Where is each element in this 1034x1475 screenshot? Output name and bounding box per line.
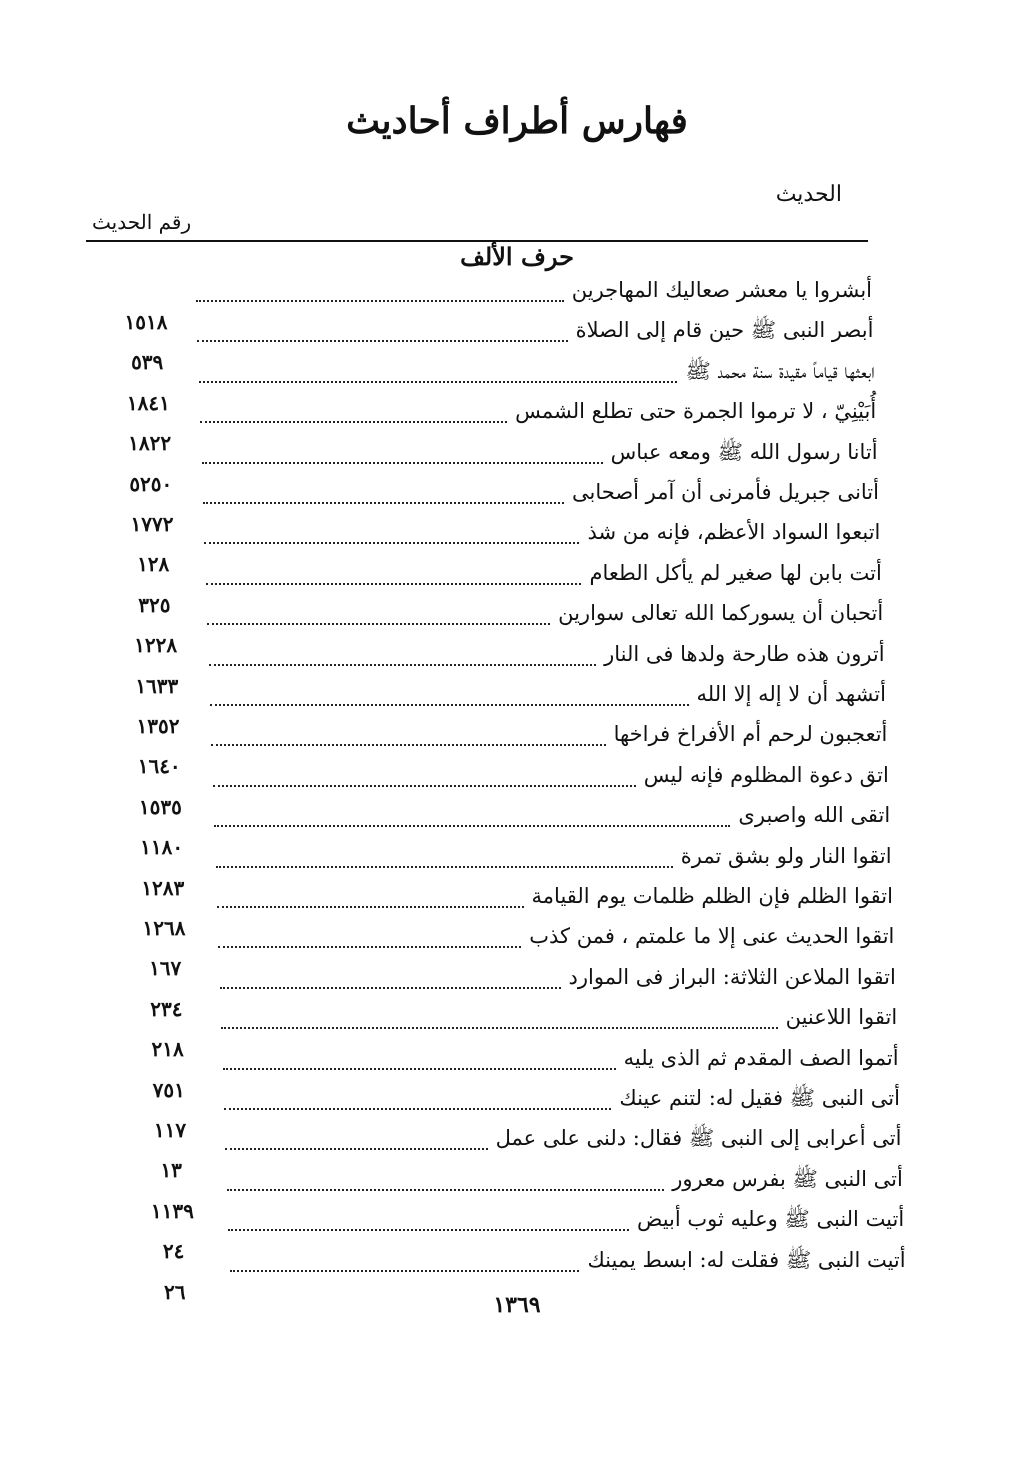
dot-leader [225, 1148, 487, 1150]
entry-text: اتقوا النار ولو بشق تمرة [680, 843, 892, 868]
dot-leader [211, 744, 605, 746]
dot-leader [220, 987, 561, 989]
entry-number: ٢٦ [164, 1279, 186, 1304]
entry-number: ١٥٣٥ [138, 794, 182, 819]
dot-leader [197, 340, 567, 342]
dot-leader [202, 462, 603, 464]
entry-text: اتبعوا السواد الأعظم، فإنه من شذ [587, 520, 881, 545]
dot-leader [228, 1229, 629, 1231]
dot-leader [213, 785, 636, 787]
entry-text: أتيت النبى ﷺ وعليه ثوب أبيض [636, 1207, 905, 1232]
entry-text: أتحبان أن يسوركما الله تعالى سوارين [558, 601, 884, 626]
dot-leader [203, 502, 564, 504]
entry-number: ١٣ [160, 1158, 182, 1183]
entry-number: ١٢٢٨ [134, 633, 178, 658]
entry-number: ١٦٤٠ [137, 754, 181, 779]
page-title: فهارس أطراف أحاديث [346, 100, 688, 142]
dot-leader [204, 542, 579, 544]
dot-leader [221, 1027, 777, 1029]
entry-number: ١٨٤١ [126, 390, 170, 415]
entry-text: اتق دعوة المظلوم فإنه ليس [643, 762, 889, 787]
entry-number: ٢١٨ [151, 1037, 184, 1062]
index-entry [0, 1246, 1034, 1304]
entry-text: أترون هذه طارحة ولدها فى النار [604, 641, 885, 666]
dot-leader [210, 704, 689, 706]
entry-number: ٧٥١ [152, 1077, 185, 1102]
entry-number: ٥٢٥٠ [129, 471, 173, 496]
entry-text: أتانى جبريل فأمرنى أن آمر أصحابى [572, 480, 879, 504]
dot-leader [216, 866, 673, 868]
dot-leader [199, 381, 678, 383]
entry-number: ١٢٦٨ [142, 916, 186, 940]
entry-text: أتى النبى ﷺ فقيل له: لتنم عينك [619, 1086, 900, 1110]
entry-number: ٢٣٤ [150, 996, 183, 1021]
dot-leader [218, 946, 521, 948]
dot-leader [224, 1108, 611, 1110]
entry-number: ١٣٥٢ [136, 714, 180, 738]
entry-number: ٢٤ [162, 1239, 185, 1264]
column-header-hadith: الحديث [775, 182, 842, 207]
entry-text: أتشهد أن لا إله إلا الله [696, 682, 886, 706]
dot-leader [223, 1068, 616, 1070]
dot-leader [217, 906, 524, 908]
entry-text: أتيت النبى ﷺ فقلت له: ابسط يمينك [587, 1247, 906, 1272]
entry-number: ٣٢٥ [138, 592, 171, 617]
section-title: حرف الألف [460, 242, 574, 271]
entry-number: ١٥١٨ [124, 310, 168, 334]
entry-text: أتانا رسول الله ﷺ ومعه عباس [610, 439, 878, 464]
entry-number: ١٦٣٣ [135, 673, 179, 698]
entry-text: اتقوا اللاعنين [785, 1005, 898, 1030]
entry-number: ١٢٨٣ [141, 875, 185, 900]
entry-number: ١٧٧٢ [130, 512, 174, 536]
entry-text: اتقوا الحديث عنى إلا ما علمتم ، فمن كذب [529, 924, 895, 949]
entry-number: ١١٧ [153, 1118, 187, 1142]
entry-text: اتقوا الظلم فإن الظلم ظلمات يوم القيامة [531, 884, 893, 908]
dot-leader [227, 1189, 664, 1191]
entry-text: أتت بابن لها صغير لم يأكل الطعام [589, 560, 882, 585]
entry-text: ابعثها قياماً مقيدة سنة محمد ﷺ [685, 358, 875, 383]
entry-number: ١١٣٩ [150, 1198, 194, 1223]
dot-leader [200, 421, 507, 423]
dot-leader [206, 583, 582, 585]
dot-leader [207, 623, 550, 625]
entry-text: أتعجبون لرحم أم الأفراخ فراخها [613, 722, 888, 747]
page-number: ١٣٦٩ [493, 1292, 541, 1318]
entry-text: أتى النبى ﷺ بفرس معرور [672, 1166, 903, 1191]
entry-number: ١٨٢٢ [128, 431, 172, 456]
entry-text: أُبَيْنِيّ ، لا ترموا الجمرة حتى تطلع الشمس [515, 399, 877, 424]
entry-text: أتموا الصف المقدم ثم الذى يليه [623, 1045, 899, 1070]
entry-number: ١٦٧ [149, 956, 182, 981]
entry-text: أبصر النبى ﷺ حين قام إلى الصلاة [575, 318, 874, 343]
entry-number: ١٢٨ [137, 552, 170, 577]
entry-number: ٥٣٩ [131, 350, 164, 375]
entry-number: ١١٨٠ [140, 835, 184, 860]
entry-text: أبشروا يا معشر صعاليك المهاجرين [571, 278, 872, 302]
dot-leader [214, 825, 730, 827]
entry-text: أتى أعرابى إلى النبى ﷺ فقال: دلنى على عمل [495, 1126, 902, 1151]
column-header-number: رقم الحديث [92, 210, 192, 234]
entry-text: اتقوا الملاعن الثلاثة: البراز فى الموارد [568, 964, 896, 989]
entry-text: اتقى الله واصبرى [738, 803, 891, 828]
dot-leader [230, 1270, 580, 1272]
dot-leader [196, 300, 564, 302]
dot-leader [209, 664, 597, 666]
